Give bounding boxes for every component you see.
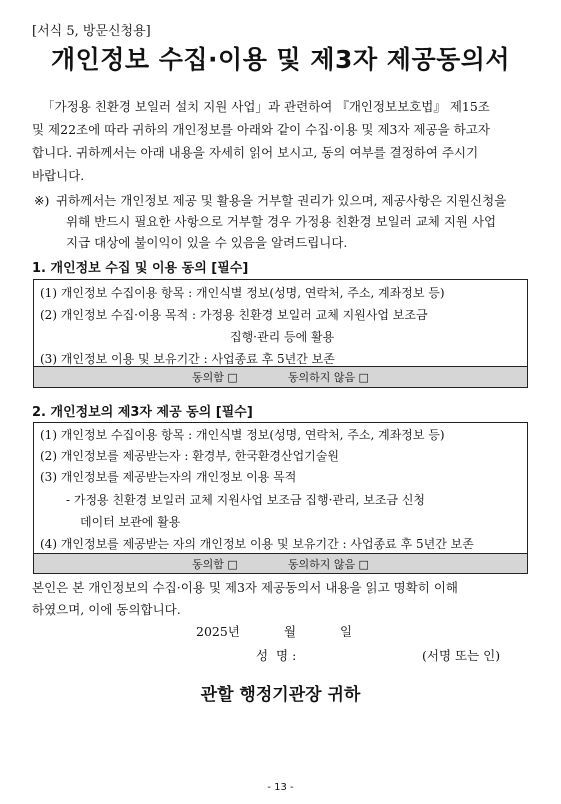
section1-item: (1) 개인정보 수집이용 항목 : 개인식별 정보(성명, 연락처, 주소, 계좌정보 등) [40,286,445,300]
section2-item: (2) 개인정보를 제공받는자 : 환경부, 한국환경산업기술원 [40,449,339,463]
notice-paragraph [34,190,524,253]
closing-line: 본인은 본 개인정보의 수집·이용 및 제3자 제공동의서 내용을 읽고 명확히 이해 [32,580,458,595]
section2-disagree-checkbox[interactable]: 동의하지 않음 □ [287,557,369,571]
date-month: 월 [284,624,297,639]
closing-paragraph [32,577,532,621]
notice-line: 지급 대상에 불이익이 있을 수 있음을 알려드립니다. [66,235,348,250]
section1-disagree-checkbox[interactable]: 동의하지 않음 □ [287,371,369,384]
signature-hint: (서명 또는 인) [422,648,501,663]
notice-line: 위해 반드시 필요한 사항으로 거부할 경우 가정용 친환경 보일러 교체 지원 사업 [66,214,497,229]
intro-line: 합니다. 귀하께서는 아래 내용을 자세히 읽어 보시고, 동의 여부를 결정하여 주시기 [32,145,479,160]
section1-item: (3) 개인정보 이용 및 보유기간 : 사업종료 후 5년간 보존 [40,352,335,366]
section1-item: (2) 개인정보 수집·이용 목적 : 가정용 친환경 보일러 교체 지원사업 보조금 [40,308,428,322]
intro-line: 「가정용 친환경 보일러 설치 지원 사업」과 관련하여 『개인정보보호법』 제15조 [42,99,490,114]
section2-item: (3) 개인정보를 제공받는자의 개인정보 이용 목적 [40,470,297,484]
section2-item: 데이터 보관에 활용 [80,515,181,529]
date-day: 일 [340,624,353,639]
section1-heading: 1. 개인정보 수집 및 이용 동의 [필수] [32,261,249,276]
section2-item: (4) 개인정보를 제공받는 자의 개인정보 이용 및 보유기간 : 사업종료 후 5년간 보존 [40,537,474,551]
section1-agree-checkbox[interactable]: 동의함 □ [192,371,238,384]
closing-line: 하였으며, 이에 동의합니다. [32,602,181,617]
section2-consent-bar [34,553,527,573]
page-number: - 13 - [267,782,294,793]
notice-mark: ※) [34,193,50,208]
section1-consent-bar [34,366,527,387]
signature-label: 성 명 : [256,648,297,663]
section2-item: - 가정용 친환경 보일러 교체 지원사업 보조금 집행·관리, 보조금 신청 [66,493,426,507]
notice-line: 귀하께서는 개인정보 제공 및 활용을 거부할 권리가 있으며, 제공사항은 지원신청을 [56,193,507,208]
section1-box [33,279,528,388]
intro-line: 바랍니다. [32,168,85,183]
section2-box [33,422,528,574]
section2-agree-checkbox[interactable]: 동의함 □ [192,557,238,571]
intro-line: 및 제22조에 따라 귀하의 개인정보를 아래와 같이 수집·이용 및 제3자 제공을 하고자 [32,122,490,137]
section1-item: 집행·관리 등에 활용 [230,330,335,344]
form-label: [서식 5, 방문신청용] [32,24,151,39]
date-year: 2025년 [196,624,240,639]
addressee: 관할 행정기관장 귀하 [200,685,361,705]
intro-paragraph [32,95,532,187]
section2-item: (1) 개인정보 수집이용 항목 : 개인식별 정보(성명, 연락처, 주소, 계좌정보 등) [40,428,445,442]
section2-heading: 2. 개인정보의 제3자 제공 동의 [필수] [32,405,253,420]
document-title: 개인정보 수집·이용 및 제3자 제공동의서 [50,45,511,74]
